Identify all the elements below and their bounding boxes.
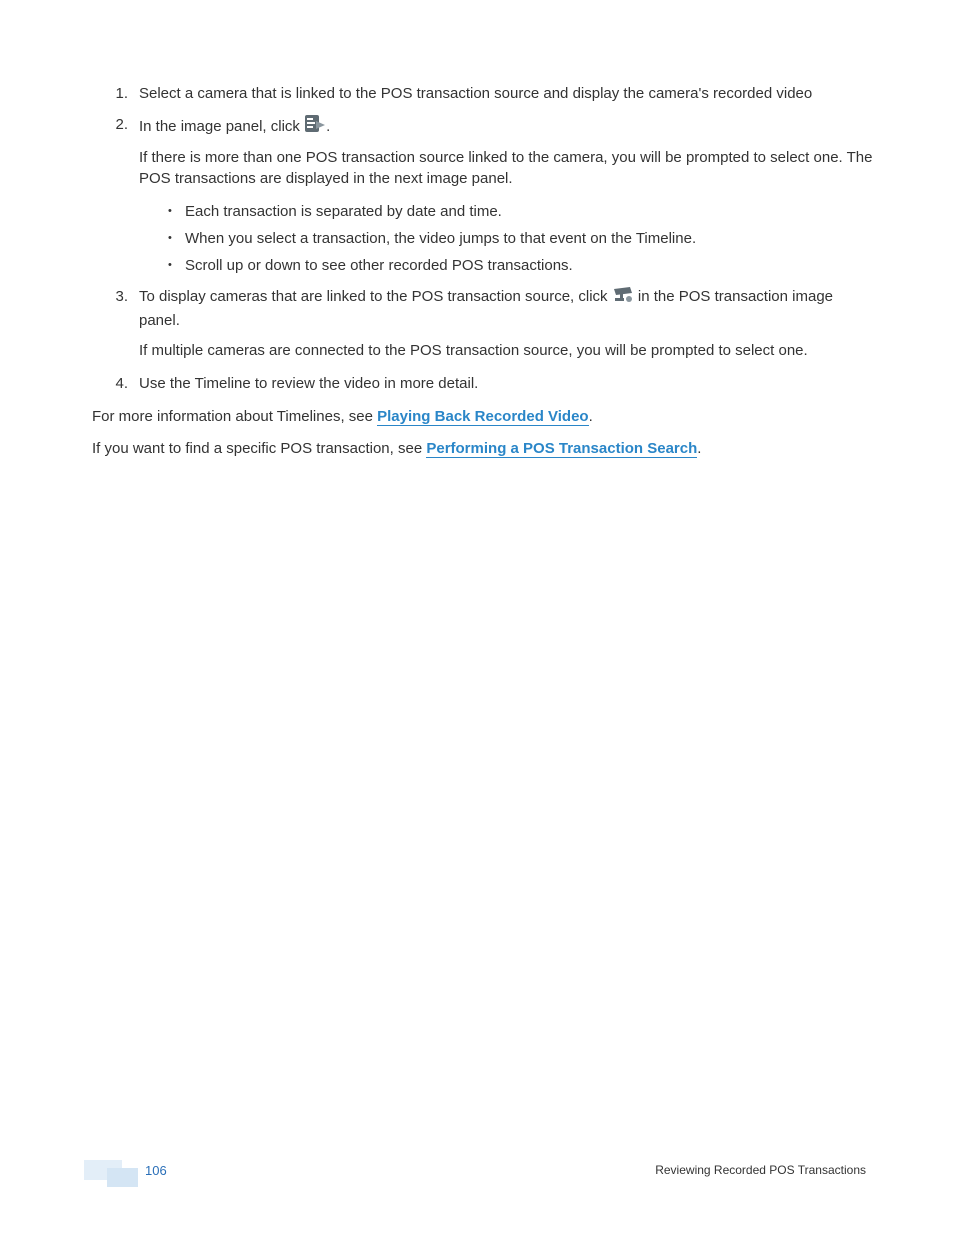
- linked-camera-icon: [612, 286, 634, 310]
- footer-title: Reviewing Recorded POS Transactions: [655, 1163, 866, 1177]
- step-text: Use the Timeline to review the video in more detail.: [139, 375, 479, 392]
- find-info-paragraph: If you want to find a specific POS transaction, see Performing a POS Transaction Search.: [92, 440, 702, 457]
- step-3-note: If multiple cameras are connected to the POS transaction source, you will be prompted to select one.: [139, 342, 808, 359]
- step-text: In the image panel, click .: [139, 114, 874, 140]
- step-text: To display cameras that are linked to the POS transaction source, click in the POS transaction image panel.: [139, 288, 834, 329]
- list-item-text: Each transaction is separated by date and time.: [185, 203, 502, 220]
- list-item-text: When you select a transaction, the video jumps to that event on the Timeline.: [185, 230, 697, 247]
- step-number: 3.: [115, 288, 128, 305]
- bullet-glyph: •: [168, 232, 172, 244]
- playing-back-recorded-video-link[interactable]: Playing Back Recorded Video: [377, 408, 589, 425]
- list-item-text: Scroll up or down to see other recorded POS transactions.: [185, 257, 573, 274]
- bullet-glyph: •: [168, 259, 172, 271]
- step-number: 1.: [115, 85, 128, 102]
- page-number: 106: [145, 1163, 167, 1178]
- bullet-glyph: •: [168, 205, 172, 217]
- more-info-paragraph: For more information about Timelines, see Playing Back Recorded Video.: [92, 408, 593, 425]
- pos-transaction-search-link[interactable]: Performing a POS Transaction Search: [426, 440, 698, 457]
- step-2-note: If there is more than one POS transaction source linked to the camera, you will be prompted to select one. The POS transactions are displayed in the next image panel.: [139, 149, 873, 187]
- footer-decoration: [107, 1168, 138, 1187]
- pos-transactions-icon: [304, 114, 326, 140]
- step-number: 4.: [115, 375, 128, 392]
- step-number: 2.: [115, 116, 128, 133]
- step-text: Select a camera that is linked to the POS transaction source and display the camera's recorded video: [139, 85, 813, 102]
